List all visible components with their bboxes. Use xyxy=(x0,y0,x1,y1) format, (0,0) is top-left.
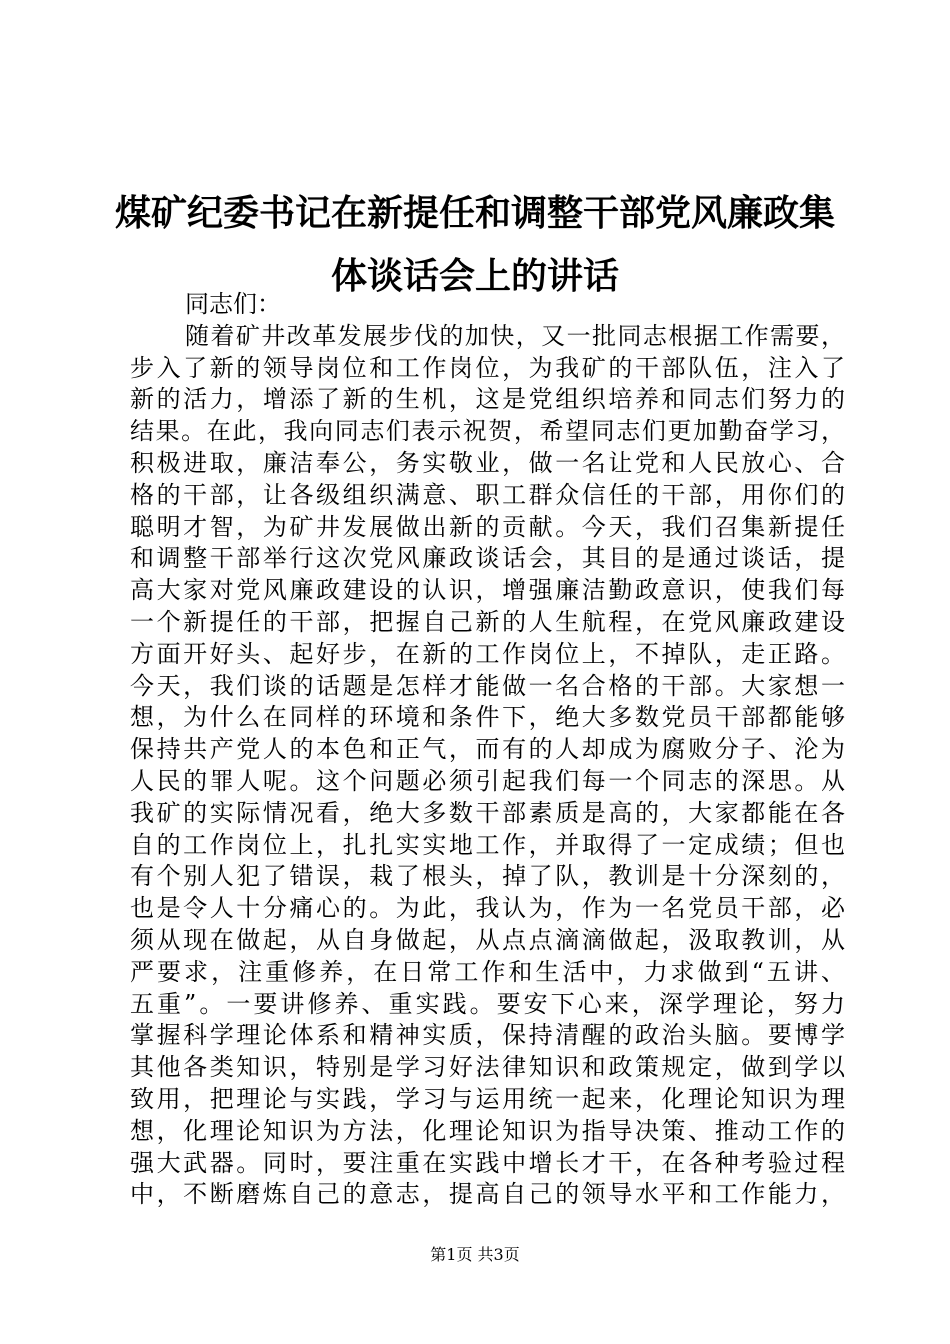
body-line: 也是令人十分痛心的。为此，我认为，作为一名党员干部，必 xyxy=(130,894,845,923)
page-number-footer: 第1页 共3页 xyxy=(430,1245,520,1264)
document-title-line-2: 体谈话会上的讲话 xyxy=(330,255,619,297)
body-line: 严要求，注重修养，在日常工作和生活中，力求做到“五讲、 xyxy=(130,957,845,986)
salutation: 同志们： xyxy=(185,290,281,318)
body-line: 有个别人犯了错误，栽了根头，掉了队，教训是十分深刻的， xyxy=(130,862,845,891)
body-line: 强大武器。同时，要注重在实践中增长才干，在各种考验过程 xyxy=(130,1148,845,1177)
body-line: 想，为什么在同样的环境和条件下，绝大多数党员干部都能够 xyxy=(130,703,845,732)
body-line: 今天，我们谈的话题是怎样才能做一名合格的干部。大家想一 xyxy=(130,671,845,700)
body-line: 随着矿井改革发展步伐的加快，又一批同志根据工作需要， xyxy=(185,321,845,350)
body-line: 格的干部，让各级组织满意、职工群众信任的干部，用你们的 xyxy=(130,480,845,509)
body-line: 自的工作岗位上，扎扎实实地工作，并取得了一定成绩；但也 xyxy=(130,830,845,859)
body-line: 聪明才智，为矿井发展做出新的贡献。今天，我们召集新提任 xyxy=(130,512,845,541)
body-line: 五重”。一要讲修养、重实践。要安下心来，深学理论，努力 xyxy=(130,989,845,1018)
body-line: 我矿的实际情况看，绝大多数干部素质是高的，大家都能在各 xyxy=(130,798,845,827)
body-line: 一个新提任的干部，把握自己新的人生航程，在党风廉政建设 xyxy=(130,607,845,636)
body-line: 致用，把理论与实践，学习与运用统一起来，化理论知识为理 xyxy=(130,1084,845,1113)
body-line: 其他各类知识，特别是学习好法律知识和政策规定，做到学以 xyxy=(130,1053,845,1082)
body-line: 积极进取，廉洁奉公，务实敬业，做一名让党和人民放心、合 xyxy=(130,448,845,477)
document-body xyxy=(130,289,845,1211)
body-line: 想，化理论知识为方法，化理论知识为指导决策、推动工作的 xyxy=(130,1116,845,1145)
body-line: 新的活力，增添了新的生机，这是党组织培养和同志们努力的 xyxy=(130,385,845,414)
body-line: 中，不断磨炼自己的意志，提高自己的领导水平和工作能力， xyxy=(130,1180,845,1209)
body-line: 人民的罪人呢。这个问题必须引起我们每一个同志的深思。从 xyxy=(130,766,845,795)
body-line: 掌握科学理论体系和精神实质，保持清醒的政治头脑。要博学 xyxy=(130,1021,845,1050)
body-line: 方面开好头、起好步，在新的工作岗位上，不掉队，走正路。 xyxy=(130,639,845,668)
body-line: 须从现在做起，从自身做起，从点点滴滴做起，汲取教训，从 xyxy=(130,925,845,954)
body-line: 和调整干部举行这次党风廉政谈话会，其目的是通过谈话，提 xyxy=(130,544,845,573)
document-title-line-1: 煤矿纪委书记在新提任和调整干部党风廉政集 xyxy=(114,192,835,234)
body-line: 保持共产党人的本色和正气，而有的人却成为腐败分子、沦为 xyxy=(130,735,845,764)
body-line: 结果。在此，我向同志们表示祝贺，希望同志们更加勤奋学习， xyxy=(130,417,845,446)
body-line: 步入了新的领导岗位和工作岗位，为我矿的干部队伍，注入了 xyxy=(130,353,845,382)
body-line: 高大家对党风廉政建设的认识，增强廉洁勤政意识，使我们每 xyxy=(130,576,845,605)
